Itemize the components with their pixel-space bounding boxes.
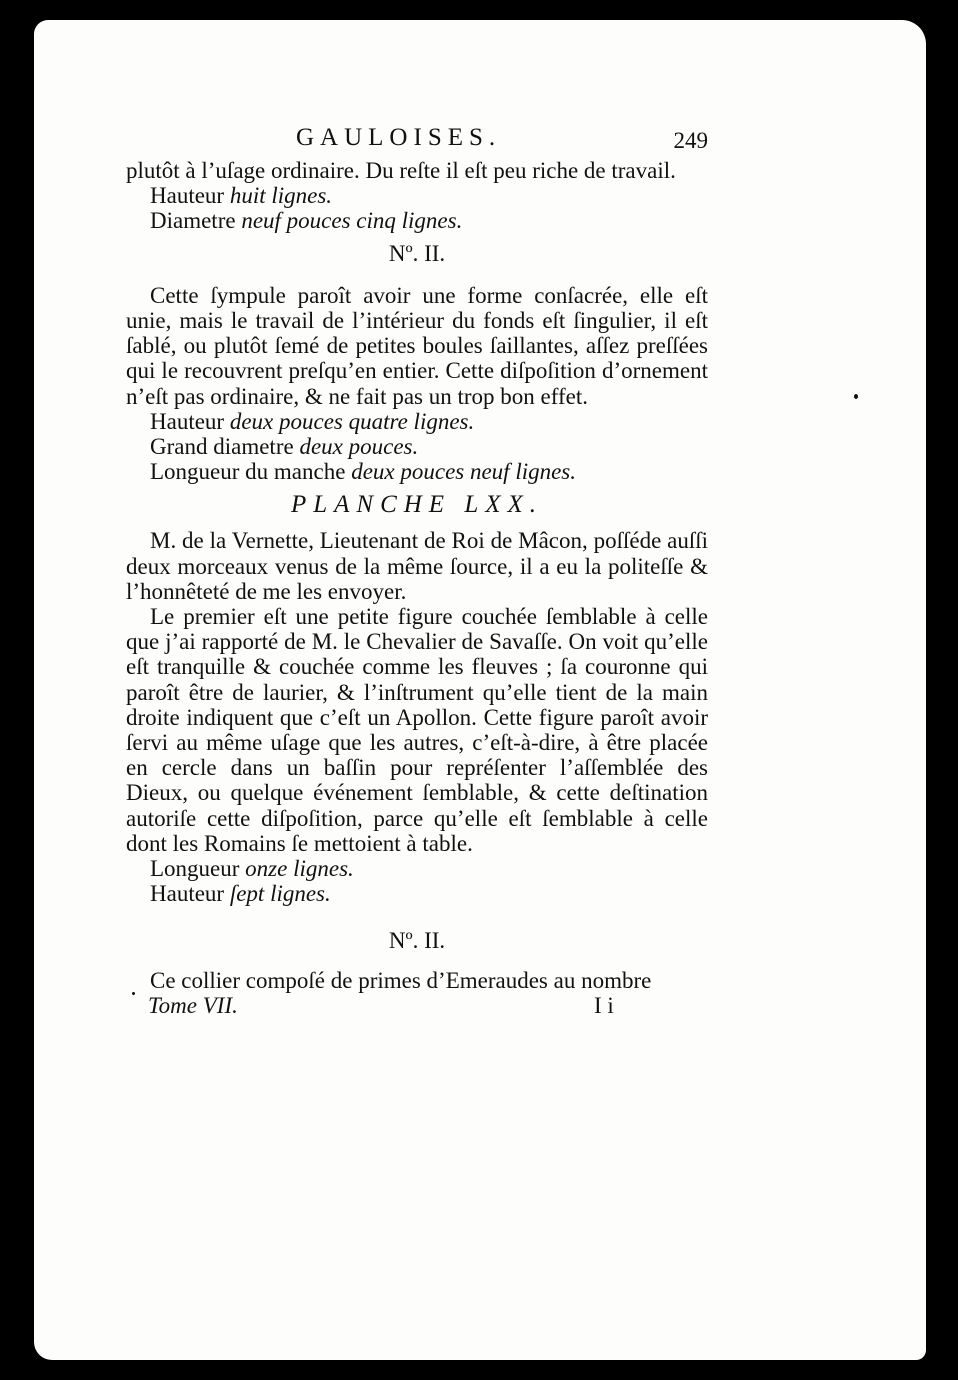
height-value: deux pouces quatre lignes.: [229, 408, 475, 434]
page-header: [126, 124, 708, 158]
book-page: [34, 20, 926, 1360]
height-value: huit lignes.: [229, 183, 333, 209]
diameter-value: neuf pouces cinq lignes.: [241, 208, 463, 234]
volume-mark: Tome VII.: [148, 992, 238, 1018]
text-block: [126, 124, 708, 1019]
diameter-label: Diametre: [150, 208, 236, 234]
continuation-paragraph: plutôt à l’uſage ordinaire. Du reſte il eſt peu riche de travail.: [126, 158, 676, 183]
signature-mark: I i: [594, 992, 614, 1018]
section-paragraph: Ce collier compoſé de primes d’Emeraudes au nombre: [150, 967, 652, 993]
height-line: [126, 183, 708, 208]
handle-length-value: deux pouces neuf lignes.: [351, 459, 577, 485]
section-paragraph: Cette ſympule paroît avoir une forme conſacrée, elle eſt unie, mais le travail de l’intérieur du fonds eſt ſingulier, il eſt ſablé, ou plutôt ſemé de petites boules ſaillantes, aſſez preſſées qui le recouvrent preſqu’en entier. Cette diſpoſition d’ornement n’eſt pas ordinaire, & ne fait pas un trop bon effet.: [126, 282, 708, 409]
handle-length-line: [126, 459, 708, 484]
height-label: Hauteur: [150, 881, 225, 907]
height-line: [126, 881, 708, 906]
height-value: ſept lignes.: [229, 881, 331, 907]
plate-paragraph: M. de la Vernette, Lieutenant de Roi de Mâcon, poſſéde auſſi deux morceaux venus de la même ſource, il a eu la politeſſe & l’honnêteté de me les envoyer.: [126, 528, 708, 604]
height-label: Hauteur: [150, 183, 225, 209]
running-head: GAULOISES.: [296, 124, 502, 151]
length-line: [126, 856, 708, 881]
section-heading: Nº. II.: [388, 240, 446, 266]
height-label: Hauteur: [150, 408, 225, 434]
signature-line: [126, 993, 708, 1019]
diameter-line: [126, 434, 708, 459]
ink-speck: [854, 394, 858, 399]
diameter-label: Grand diametre: [150, 434, 294, 460]
diameter-value: deux pouces.: [299, 434, 419, 460]
handle-length-label: Longueur du manche: [150, 459, 346, 485]
length-label: Longueur: [150, 856, 240, 882]
height-line: [126, 409, 708, 434]
page-number: 249: [673, 128, 708, 153]
plate-paragraph: Le premier eſt une petite figure couchée ſemblable à celle que j’ai rapporté de M. le Chevalier de Savaſſe. On voit qu’elle eſt tranquille & couchée comme les fleuves ; ſa couronne qui paroît être de laurier, & l’inſtrument qu’elle tient de la main droite indiquent que c’eſt un Apollon. Cette figure paroît avoir ſervi au même uſage que les autres, c’eſt-à-dire, à être placée en cercle dans un baſſin pour repréſenter l’aſſemblée des Dieux, ou quelque événement ſemblable, & cette deſtination autoriſe cette diſpoſition, parce qu’elle eſt ſemblable à celle dont les Romains ſe mettoient à table.: [126, 604, 708, 856]
length-value: onze lignes.: [245, 856, 354, 882]
section-heading: Nº. II.: [388, 928, 446, 954]
plate-heading: PLANCHE LXX.: [290, 491, 544, 519]
diameter-line: [126, 208, 708, 233]
